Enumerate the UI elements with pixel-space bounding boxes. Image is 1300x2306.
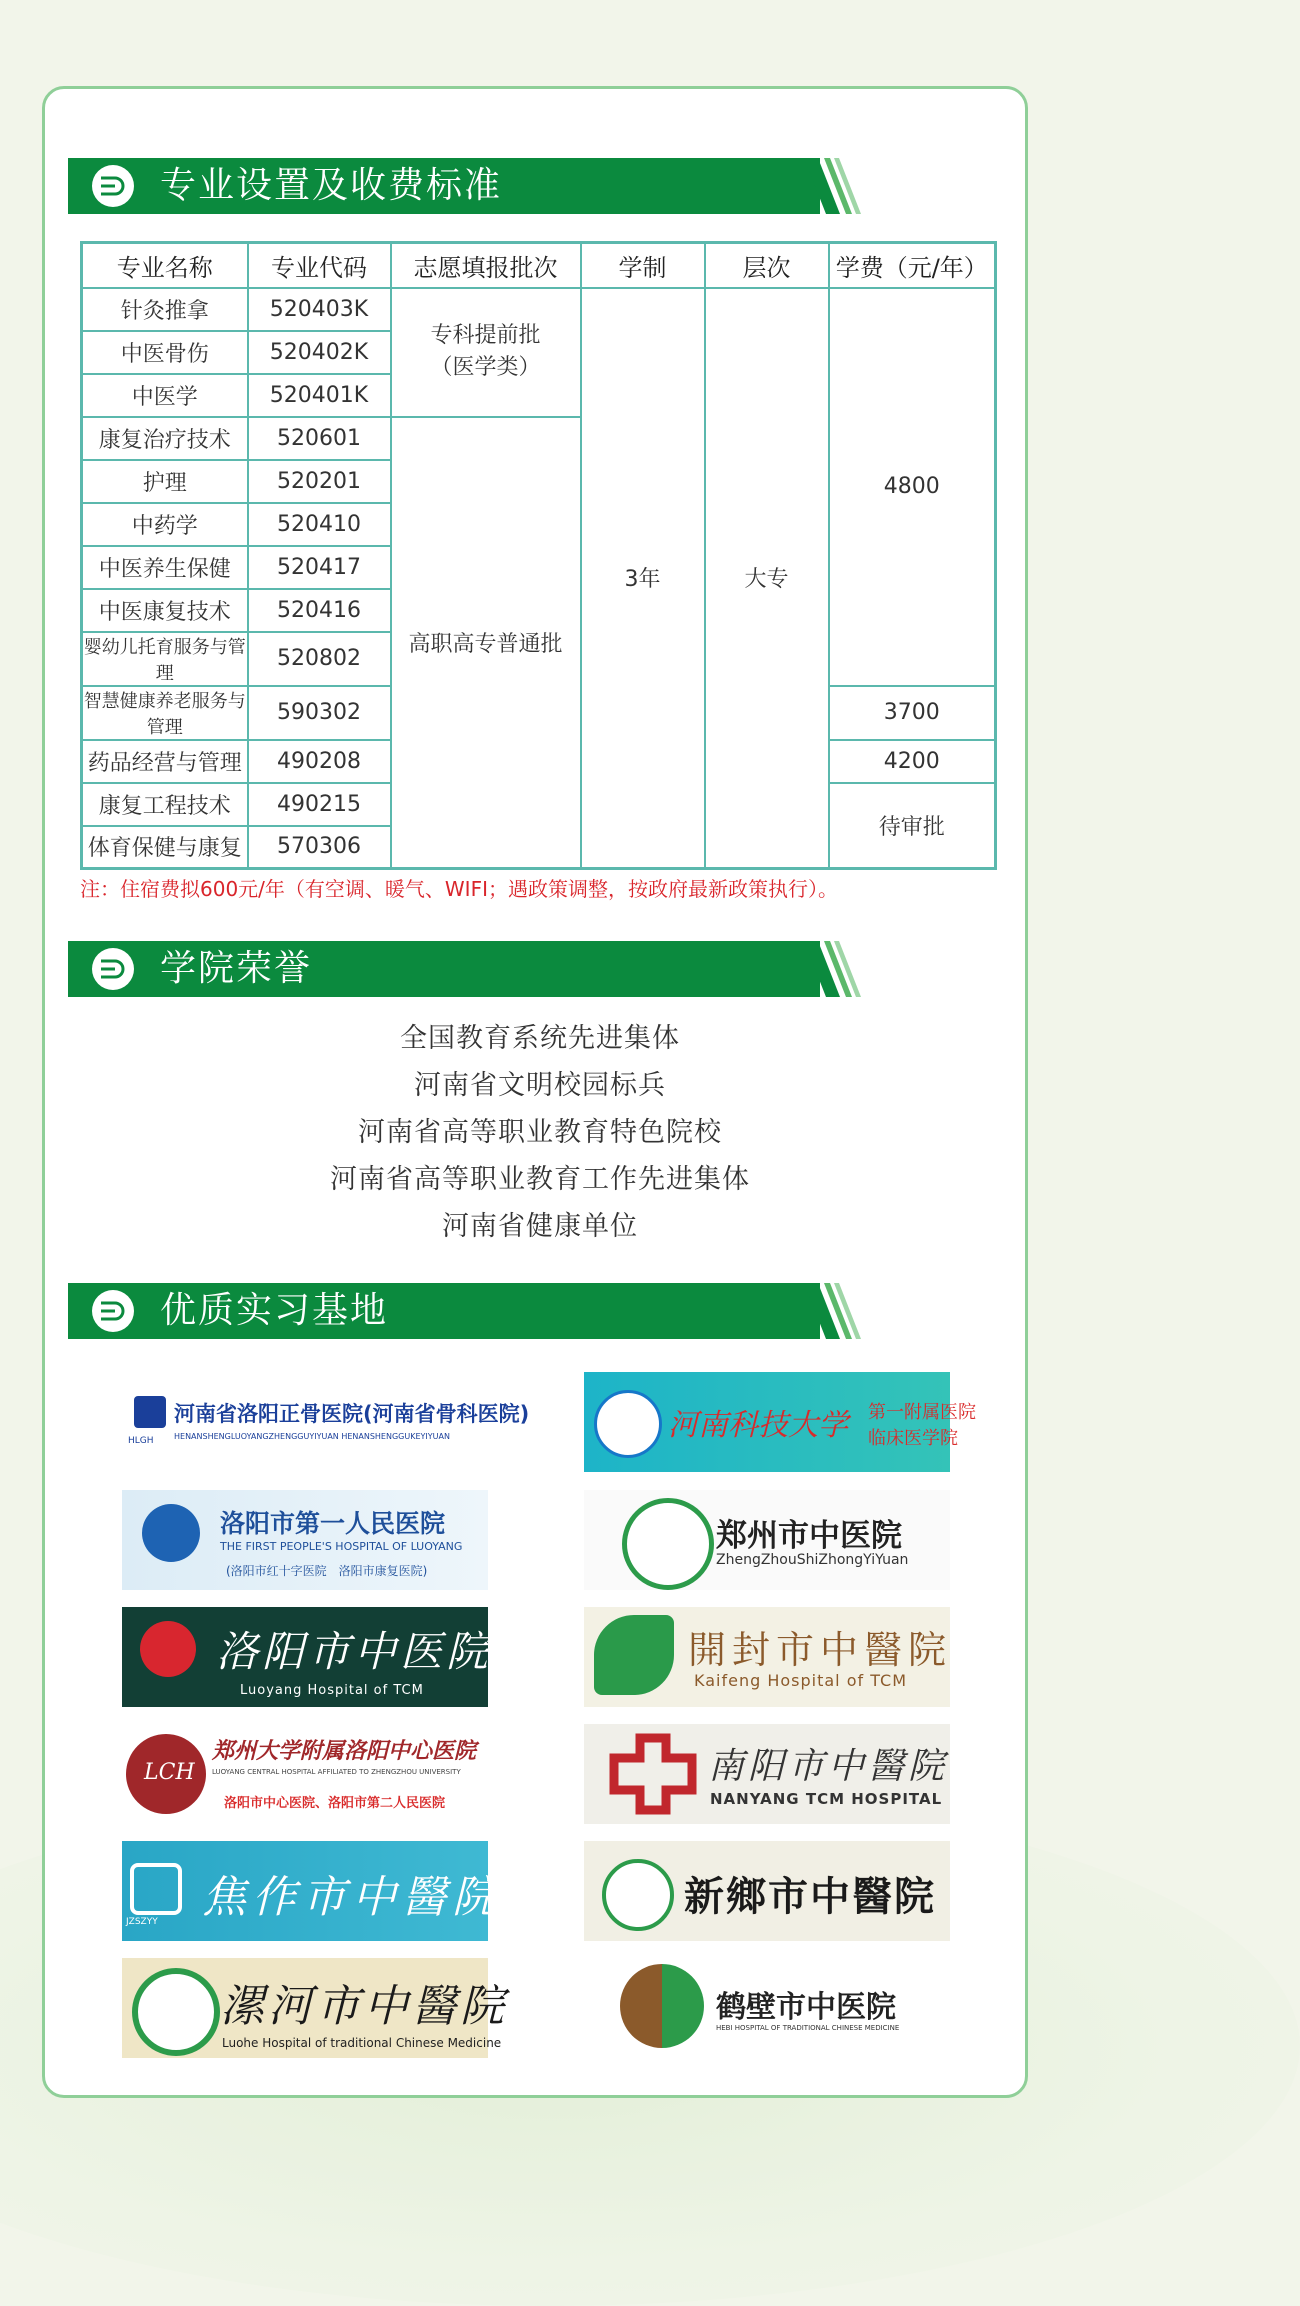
- header-cell: 专业名称: [82, 243, 248, 288]
- section-title: 学院荣誉: [160, 948, 313, 989]
- major-name: 智慧健康养老服务与管理: [82, 686, 248, 740]
- major-code: 520201: [248, 460, 391, 503]
- logo-subtitle: 洛阳市中心医院、洛阳市第二人民医院: [224, 1796, 446, 1811]
- fee-cell: 4800: [829, 288, 996, 686]
- logo-title: 郑州大学附属洛阳中心医院: [212, 1738, 477, 1764]
- major-name: 婴幼儿托育服务与管理: [82, 632, 248, 686]
- duration-cell: 3年: [581, 288, 705, 869]
- arrow-badge-icon: [92, 948, 134, 990]
- honors-list: [0, 1015, 1080, 1250]
- batch-normal-cell: 高职高专普通批: [391, 417, 581, 869]
- arrow-badge-icon: [92, 1290, 134, 1332]
- major-code: 520417: [248, 546, 391, 589]
- fee-cell: 4200: [829, 740, 996, 783]
- stripe-decoration-icon: [804, 158, 864, 214]
- honor-item: 河南省高等职业教育工作先进集体: [330, 1164, 750, 1195]
- major-code: 520403K: [248, 288, 391, 331]
- logo-title: 焦作市中醫院: [202, 1872, 502, 1923]
- logo-subtitle: 第一附属医院: [868, 1402, 976, 1423]
- header-cell: 层次: [705, 243, 829, 288]
- logo-nanyang-tcm: [584, 1724, 950, 1824]
- honor-item: 河南省高等职业教育特色院校: [358, 1117, 722, 1148]
- logo-mark: JZSZYY: [126, 1917, 158, 1927]
- major-name: 中医骨伤: [82, 331, 248, 374]
- table-row: [82, 288, 996, 331]
- logo-english: Kaifeng Hospital of TCM: [694, 1671, 908, 1690]
- fee-cell: 待审批: [829, 783, 996, 869]
- table-header-row: [82, 243, 996, 288]
- major-code: 490215: [248, 783, 391, 826]
- hospital-emblem-icon: [142, 1504, 200, 1562]
- logo-mark: LCH: [144, 1760, 195, 1785]
- logo-luoyang-orthopedic: [122, 1372, 530, 1472]
- logo-luoyang-central: [122, 1724, 488, 1824]
- section-header-honors: [68, 941, 820, 997]
- header-cell: 学制: [581, 243, 705, 288]
- logo-luoyang-tcm: [122, 1607, 493, 1707]
- major-code: 570306: [248, 826, 391, 869]
- header-cell: 学费（元/年）: [829, 243, 996, 288]
- section-header-fees: [68, 158, 820, 214]
- major-code: 520401K: [248, 374, 391, 417]
- logo-title: 南阳市中醫院: [708, 1746, 949, 1787]
- logo-henan-kejida: [584, 1372, 976, 1472]
- major-name: 体育保健与康复: [82, 826, 248, 869]
- logo-title: 漯河市中醫院: [220, 1981, 508, 2032]
- hospital-emblem-icon: [622, 1498, 714, 1590]
- batch-early-cell: [391, 288, 581, 417]
- hospital-emblem-icon: [132, 1968, 220, 2056]
- major-name: 护理: [82, 460, 248, 503]
- section-title: 优质实习基地: [160, 1290, 389, 1331]
- logo-xinxiang-tcm: [584, 1841, 950, 1941]
- fee-cell: 3700: [829, 686, 996, 740]
- level-cell: 大专: [705, 288, 829, 869]
- logo-zhengzhou-tcm: [584, 1490, 950, 1590]
- major-name: 康复工程技术: [82, 783, 248, 826]
- stripe-decoration-icon: [804, 1283, 864, 1339]
- header-cell: 专业代码: [248, 243, 391, 288]
- logo-title: 新鄉市中醫院: [684, 1874, 936, 1920]
- logo-kaifeng-tcm: [584, 1607, 953, 1707]
- hospital-emblem-icon: [140, 1621, 196, 1677]
- logo-title: 河南科技大学: [668, 1408, 848, 1443]
- major-name: 康复治疗技术: [82, 417, 248, 460]
- arrow-badge-icon: [92, 165, 134, 207]
- logo-hebi-tcm: [584, 1958, 950, 2058]
- honor-item: 河南省健康单位: [442, 1211, 638, 1242]
- honor-item: 河南省文明校园标兵: [414, 1070, 666, 1101]
- section-title: 专业设置及收费标准: [160, 165, 503, 206]
- logo-english: Luohe Hospital of traditional Chinese Medicine: [222, 2036, 502, 2050]
- logo-subtitle: (洛阳市红十字医院 洛阳市康复医院): [226, 1564, 428, 1578]
- logo-english: HEBI HOSPITAL OF TRADITIONAL CHINESE MEDICINE: [716, 2024, 900, 2032]
- logo-mark: HLGH: [128, 1436, 154, 1446]
- logo-english: NANYANG TCM HOSPITAL: [710, 1790, 943, 1808]
- major-code: 520410: [248, 503, 391, 546]
- logo-luoyang-first-people: [122, 1490, 488, 1590]
- honor-item: 全国教育系统先进集体: [400, 1023, 680, 1054]
- major-code: 520601: [248, 417, 391, 460]
- major-code: 520402K: [248, 331, 391, 374]
- major-code: 520416: [248, 589, 391, 632]
- accommodation-note: 注：住宿费拟600元/年（有空调、暖气、WIFI；遇政策调整，按政府最新政策执行）。: [80, 877, 838, 901]
- major-name: 中医养生保健: [82, 546, 248, 589]
- major-name: 中医康复技术: [82, 589, 248, 632]
- logo-title: 洛阳市第一人民医院: [220, 1509, 446, 1538]
- logo-english: ZhengZhouShiZhongYiYuan: [716, 1552, 909, 1568]
- logo-luohe-tcm: [122, 1958, 508, 2058]
- hospital-emblem-icon: [594, 1390, 662, 1458]
- logo-subtitle: 临床医学院: [868, 1428, 958, 1449]
- hospital-emblem-icon: [130, 1863, 182, 1915]
- logo-title: 郑州市中医院: [716, 1518, 902, 1554]
- header-cell: 志愿填报批次: [391, 243, 581, 288]
- major-name: 中医学: [82, 374, 248, 417]
- major-code: 590302: [248, 686, 391, 740]
- major-code: 490208: [248, 740, 391, 783]
- logo-title: 鹤壁市中医院: [716, 1990, 896, 2025]
- hospital-emblem-icon: [610, 1734, 696, 1814]
- batch-early: 专科提前批（医学类）: [430, 323, 541, 380]
- section-header-bases: [68, 1283, 820, 1339]
- logo-title: 開封市中醫院: [688, 1628, 953, 1672]
- stripe-decoration-icon: [804, 941, 864, 997]
- logo-subtitle: HENANSHENGLUOYANGZHENGGUYIYUAN HENANSHENGGUKEYIYUAN: [174, 1432, 450, 1441]
- major-name: 针灸推拿: [82, 288, 248, 331]
- logo-english: THE FIRST PEOPLE'S HOSPITAL OF LUOYANG: [220, 1540, 463, 1553]
- logo-english: LUOYANG CENTRAL HOSPITAL AFFILIATED TO ZHENGZHOU UNIVERSITY: [212, 1768, 461, 1776]
- logo-title: 洛阳市中医院: [216, 1627, 493, 1676]
- hospital-emblem-icon: [134, 1396, 166, 1428]
- logo-jiaozuo-tcm: [122, 1841, 502, 1941]
- hospital-emblem-icon: [602, 1859, 674, 1931]
- hospital-emblem-icon: [594, 1615, 674, 1695]
- logo-english: Luoyang Hospital of TCM: [240, 1683, 424, 1698]
- major-name: 中药学: [82, 503, 248, 546]
- hospital-emblem-icon: [620, 1964, 704, 2048]
- fee-table: [80, 241, 997, 870]
- logo-title: 河南省洛阳正骨医院(河南省骨科医院): [174, 1402, 530, 1426]
- major-code: 520802: [248, 632, 391, 686]
- major-name: 药品经营与管理: [82, 740, 248, 783]
